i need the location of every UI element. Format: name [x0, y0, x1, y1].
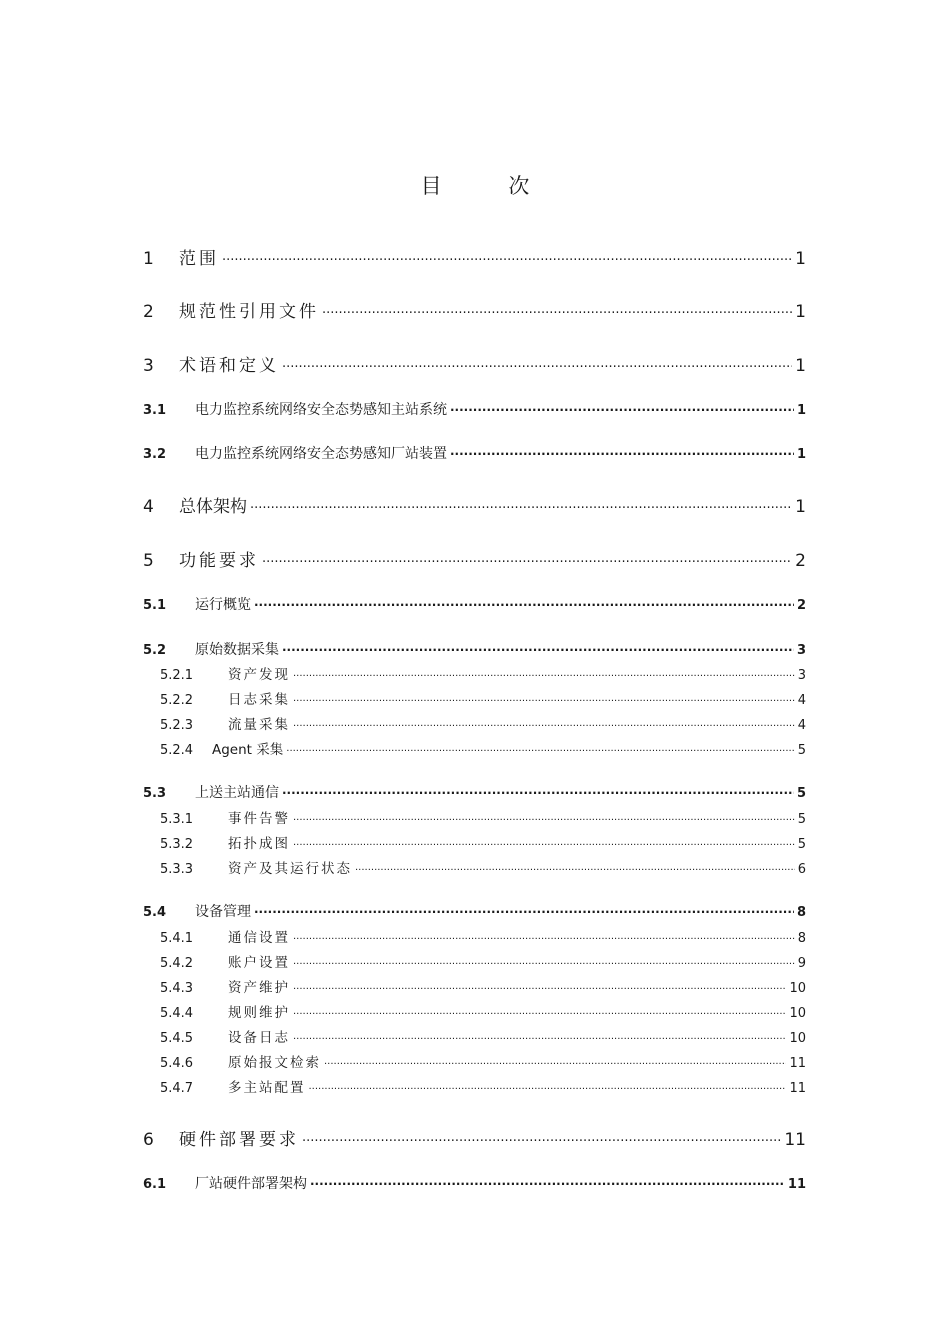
toc-entry-page: 3: [797, 668, 806, 683]
toc-entry-number: 5: [143, 551, 154, 571]
toc-entry-label: 电力监控系统网络安全态势感知厂站装置: [195, 446, 447, 462]
toc-entry-number: 5.3.2: [160, 837, 194, 852]
toc-entry-number: 5.3: [143, 786, 167, 801]
dot-leader: [282, 354, 792, 371]
toc-entry-number: 5.4: [143, 905, 167, 920]
toc-entry-page: 8: [797, 931, 806, 946]
toc-entry-number: 5.2: [143, 643, 167, 658]
toc-entry-page: 5: [797, 743, 806, 758]
toc-entry-label: 拓扑成图: [228, 836, 290, 852]
dot-leader: [293, 835, 795, 849]
dot-leader: [355, 860, 795, 874]
toc-entry-number: 6: [143, 1130, 154, 1150]
toc-entry[interactable]: [160, 663, 806, 683]
toc-entry-page: 10: [789, 1031, 806, 1046]
toc-entry[interactable]: [143, 297, 806, 322]
toc-entry[interactable]: [160, 857, 806, 877]
toc-entry-label: 通信设置: [228, 930, 290, 946]
toc-entry-label: 设备日志: [228, 1030, 290, 1046]
toc-entry-page: 5: [796, 786, 806, 801]
toc-entry-label: 规范性引用文件: [179, 302, 319, 322]
dot-leader: [324, 1054, 786, 1068]
toc-entry-label: 资产及其运行状态: [228, 861, 352, 877]
toc-entry[interactable]: [160, 976, 806, 996]
toc-entry-page: 11: [789, 1081, 806, 1096]
toc-entry-label: 总体架构: [179, 497, 247, 517]
dot-leader: [310, 1174, 785, 1188]
toc-entry-label: 上送主站通信: [195, 785, 279, 801]
toc-entry-page: 2: [796, 598, 806, 613]
toc-entry-page: 9: [797, 956, 806, 971]
dot-leader: [293, 810, 795, 824]
toc-entry[interactable]: [160, 1076, 806, 1096]
dot-leader: [450, 444, 794, 458]
toc-entry[interactable]: [160, 807, 806, 827]
toc-entry[interactable]: [143, 1125, 806, 1150]
toc-entry-page: 4: [797, 693, 806, 708]
dot-leader: [282, 640, 794, 654]
toc-entry[interactable]: [160, 688, 806, 708]
toc-entry-label: 事件告警: [228, 811, 290, 827]
toc-entry-page: 1: [795, 356, 806, 376]
toc-entry[interactable]: [143, 1173, 806, 1193]
toc-entry-page: 1: [795, 302, 806, 322]
toc-entry-number: 5.4.1: [160, 931, 194, 946]
toc-entry-label: 设备管理: [195, 904, 251, 920]
dot-leader: [293, 691, 795, 705]
toc-entry[interactable]: [143, 399, 806, 419]
toc-entry-label: Agent 采集: [212, 742, 284, 758]
toc-entry-label: 流量采集: [228, 717, 290, 733]
toc-entry[interactable]: [160, 1001, 806, 1021]
toc-entry-label: 日志采集: [228, 692, 290, 708]
toc-entry-number: 5.2.1: [160, 668, 194, 683]
toc-entry-page: 11: [787, 1177, 806, 1192]
toc-entry-label: 电力监控系统网络安全态势感知主站系统: [195, 402, 447, 418]
toc-entry-page: 6: [797, 862, 806, 877]
toc-entry[interactable]: [143, 443, 806, 463]
toc-entry-label: 账户设置: [228, 955, 290, 971]
toc-entry-label: 硬件部署要求: [179, 1130, 299, 1150]
toc-entry[interactable]: [143, 244, 806, 269]
toc-entry[interactable]: [160, 926, 806, 946]
toc-entry-page: 1: [795, 249, 806, 269]
toc-entry-page: 5: [797, 837, 806, 852]
dot-leader: [262, 549, 792, 566]
toc-entry-number: 5.4.5: [160, 1031, 194, 1046]
toc-entry[interactable]: [143, 492, 806, 517]
toc-entry-number: 5.2.4: [160, 743, 194, 758]
dot-leader: [282, 783, 794, 797]
toc-entry-label: 原始报文检索: [228, 1055, 321, 1071]
dot-leader: [254, 902, 794, 916]
toc-entry-number: 4: [143, 497, 154, 517]
dot-leader: [293, 979, 786, 993]
toc-entry[interactable]: [160, 713, 806, 733]
dot-leader: [293, 666, 795, 680]
toc-entry-number: 3: [143, 356, 154, 376]
toc-entry-label: 术语和定义: [179, 356, 279, 376]
toc-entry-page: 2: [795, 551, 806, 571]
toc-entry[interactable]: [160, 832, 806, 852]
toc-entry-number: 5.2.3: [160, 718, 194, 733]
toc-entry-page: 1: [796, 447, 806, 462]
dot-leader: [254, 595, 794, 609]
toc-entry-number: 5.4.4: [160, 1006, 194, 1021]
toc-entry[interactable]: [143, 546, 806, 571]
toc-entry-number: 5.2.2: [160, 693, 194, 708]
toc-entry-number: 5.1: [143, 598, 167, 613]
toc-entry-label: 规则维护: [228, 1005, 290, 1021]
toc-entry-number: 3.1: [143, 403, 167, 418]
toc-entry-page: 10: [789, 1006, 806, 1021]
toc-entry[interactable]: [143, 901, 806, 921]
toc-entry-label: 原始数据采集: [195, 642, 279, 658]
toc-entry-number: 1: [143, 249, 154, 269]
toc-title: 目 次: [420, 174, 560, 198]
toc-entry-number: 3.2: [143, 447, 167, 462]
toc-entry[interactable]: [143, 782, 806, 802]
toc-entry-page: 4: [797, 718, 806, 733]
toc-entry-number: 2: [143, 302, 154, 322]
toc-entry-number: 6.1: [143, 1177, 167, 1192]
toc-entry[interactable]: [143, 351, 806, 376]
dot-leader: [293, 929, 795, 943]
toc-entry-number: 5.4.2: [160, 956, 194, 971]
toc-entry-label: 厂站硬件部署架构: [195, 1176, 307, 1192]
dot-leader: [450, 400, 794, 414]
toc-entry-page: 11: [789, 1056, 806, 1071]
dot-leader: [250, 495, 792, 512]
toc-entry-number: 5.4.6: [160, 1056, 194, 1071]
dot-leader: [293, 954, 795, 968]
toc-entry[interactable]: [143, 594, 806, 614]
dot-leader: [293, 1004, 786, 1018]
toc-entry-page: 8: [796, 905, 806, 920]
toc-entry-number: 5.4.7: [160, 1081, 194, 1096]
toc-entry[interactable]: [160, 738, 806, 758]
toc-entry-page: 5: [797, 812, 806, 827]
toc-entry-label: 多主站配置: [228, 1080, 306, 1096]
dot-leader: [309, 1079, 787, 1093]
toc-entry[interactable]: [160, 1051, 806, 1071]
toc-entry[interactable]: [160, 951, 806, 971]
toc-entry-page: 1: [796, 403, 806, 418]
toc-entry-number: 5.3.1: [160, 812, 194, 827]
dot-leader: [293, 716, 795, 730]
toc-entry-label: 运行概览: [195, 597, 251, 613]
toc-entry[interactable]: [160, 1026, 806, 1046]
dot-leader: [293, 1029, 786, 1043]
toc-entry-label: 资产维护: [228, 980, 290, 996]
toc-entry-number: 5.3.3: [160, 862, 194, 877]
toc-entry-label: 资产发现: [228, 667, 290, 683]
toc-entry-page: 11: [784, 1130, 806, 1150]
dot-leader: [302, 1128, 781, 1145]
toc-entry-page: 1: [795, 497, 806, 517]
toc-entry[interactable]: [143, 639, 806, 659]
toc-entry-label: 功能要求: [179, 551, 259, 571]
toc-entry-label: 范围: [179, 249, 219, 269]
toc-entry-page: 10: [789, 981, 806, 996]
toc-entry-number: 5.4.3: [160, 981, 194, 996]
dot-leader: [322, 300, 792, 317]
toc-entry-page: 3: [796, 643, 806, 658]
dot-leader: [222, 247, 792, 264]
dot-leader: [286, 741, 794, 755]
